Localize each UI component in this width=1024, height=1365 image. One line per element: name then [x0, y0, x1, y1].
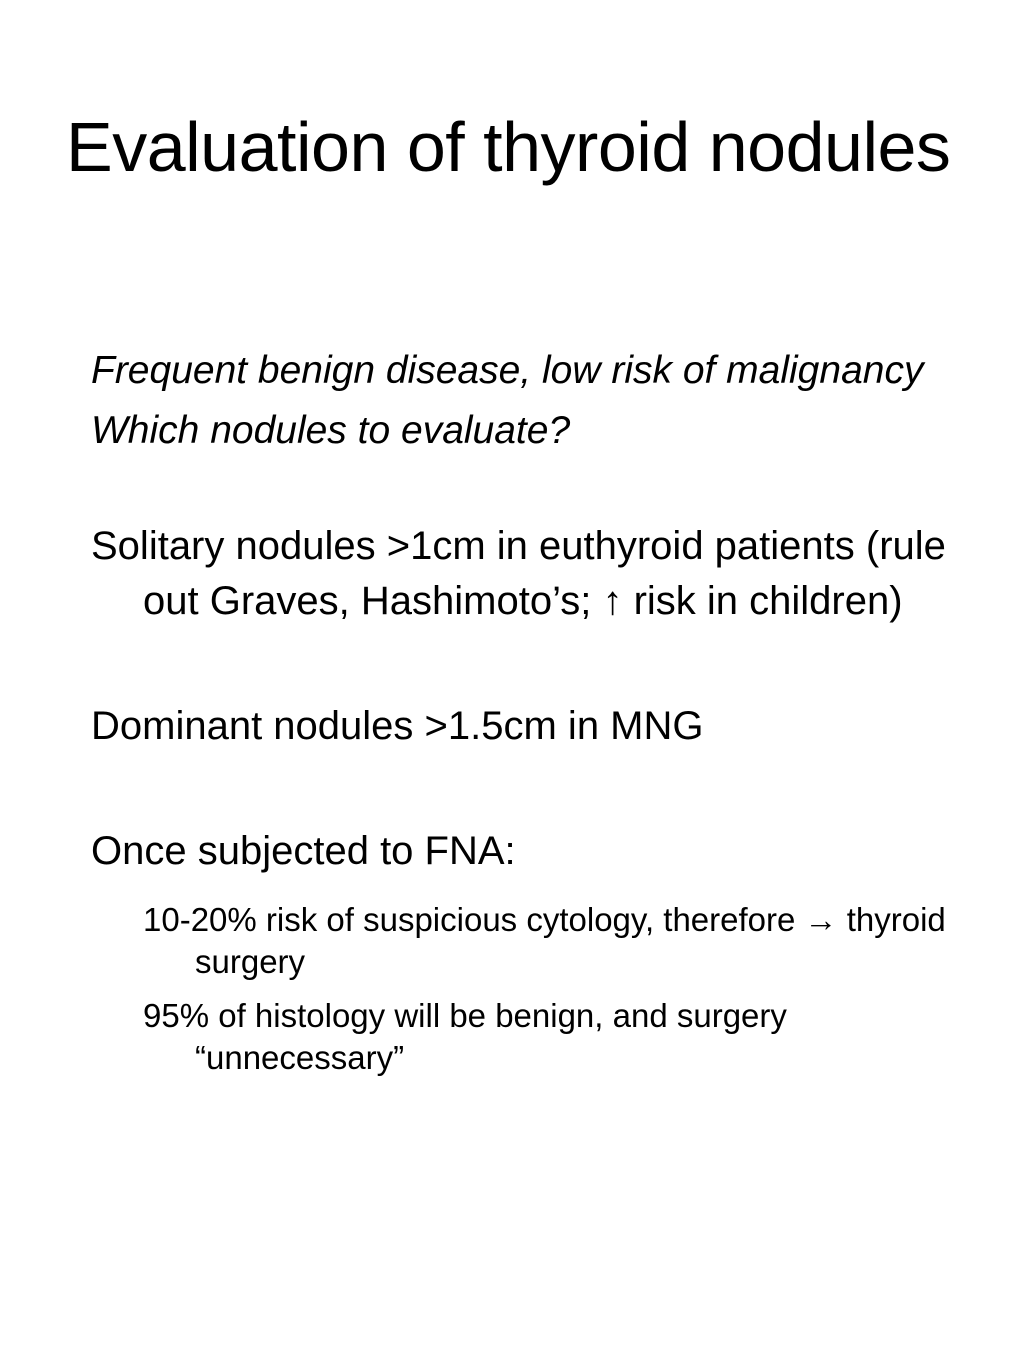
point-solitary-nodules: Solitary nodules >1cm in euthyroid patients (rule out Graves, Hashimoto’s; ↑ risk in children)	[91, 524, 946, 623]
intro-line: Frequent benign disease, low risk of malignancy	[91, 349, 924, 392]
point-fna: Once subjected to FNA:	[91, 829, 516, 873]
slide-title: Evaluation of thyroid nodules	[66, 108, 951, 186]
point-dominant-nodules: Dominant nodules >1.5cm in MNG	[91, 704, 704, 748]
slide-body	[91, 346, 981, 1079]
intro-question: Which nodules to evaluate?	[91, 409, 571, 452]
fna-detail-cytology: 10-20% risk of suspicious cytology, therefore → thyroid surgery	[143, 901, 946, 980]
fna-detail-list	[91, 899, 981, 1079]
fna-detail-histology: 95% of histology will be benign, and surgery “unnecessary”	[143, 997, 787, 1076]
